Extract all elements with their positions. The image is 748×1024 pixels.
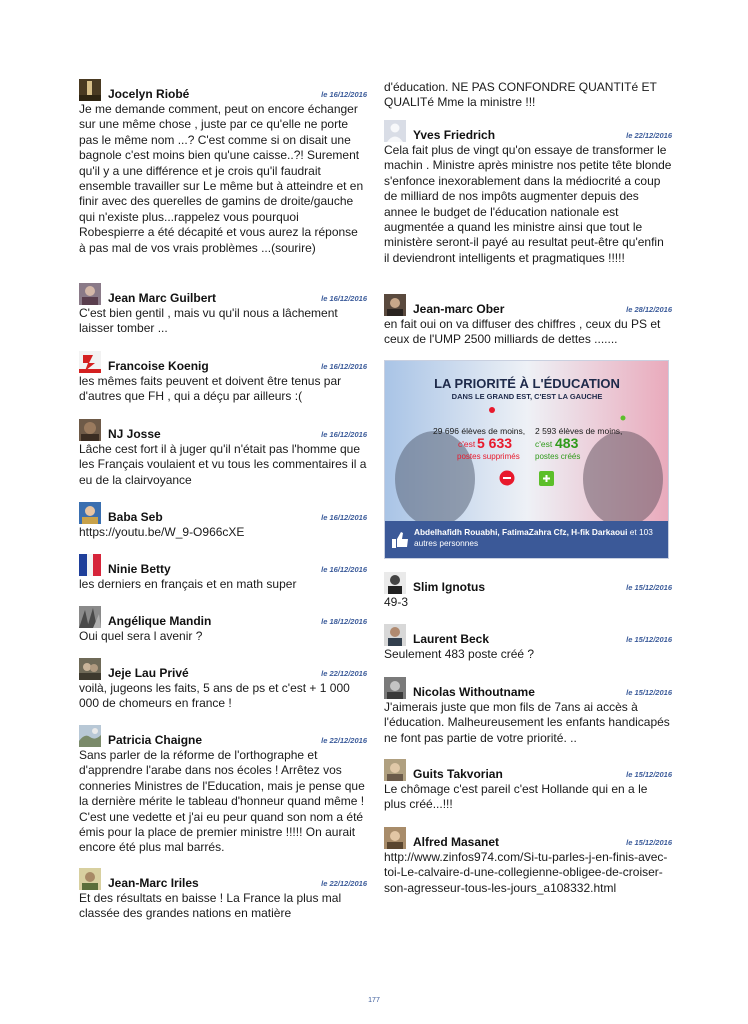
comment-text: Et des résultats en baisse ! La France la plus mal classée des grandes nations en matière [79,891,342,921]
comment [79,351,367,405]
infographic-headline: LA PRIORITÉ À L'ÉDUCATION [434,376,620,391]
comment-author[interactable]: Jean-Marc Iriles [108,876,199,890]
avatar[interactable] [79,868,101,890]
right-prefix: c'est [535,439,553,449]
comment [384,120,672,266]
comment-date: le 15/12/2016 [626,583,672,592]
comment [79,502,367,540]
comment [384,759,672,813]
avatar[interactable] [384,294,406,316]
comment-text: Cela fait plus de vingt qu'on essaye de transformer le machin . Ministre après ministre nos petite tête blonde s'enfonce inexorablement dans la médiocrité a coup de milliard de nos impôts augmenter depuis des annee le budget de l'éducation nationale est augmentée a quand les ministre ainsi que tout le ministère seront-il payé au resultat peut-être qu'enfin il deviendront intelligents et pragmatiques !!!!! [384,143,672,265]
avatar[interactable] [79,554,101,576]
comment [79,79,367,256]
comment-header [384,572,672,594]
avatar[interactable] [79,79,101,101]
plus-icon [621,416,626,421]
likes-others[interactable]: 103 autres personnes [414,527,653,548]
comment-header [79,658,367,680]
comment-author[interactable]: Patricia Chaigne [108,733,203,747]
comment-author[interactable]: Ninie Betty [108,562,171,576]
comment-header [79,351,367,373]
comment-text[interactable]: http://www.zinfos974.com/Si-tu-parles-j-en-finis-avec-toi-Le-calvaire-d-une-collegienne-obligee-de-croiser-son-agresseur-tous-les-jours_a108332.html [384,850,668,895]
right-number: 483 [555,435,579,451]
comment-date: le 15/12/2016 [626,770,672,779]
avatar[interactable] [79,283,101,305]
comment-header [384,759,672,781]
avatar[interactable] [79,351,101,373]
avatar[interactable] [79,725,101,747]
comment-date: le 15/12/2016 [626,838,672,847]
comment-date: le 16/12/2016 [321,90,367,99]
comment-header [384,120,672,142]
comment-date: le 15/12/2016 [626,688,672,697]
comment-text: voilà, jugeons les faits, 5 ans de ps et c'est + 1 000 000 de chomeurs en france ! [79,681,350,711]
comment-author[interactable]: Guits Takvorian [413,767,503,781]
education-infographic [385,361,669,559]
comment-date: le 28/12/2016 [626,305,672,314]
avatar[interactable] [384,827,406,849]
comment-text[interactable]: https://youtu.be/W_9-O966cXE [79,525,245,539]
comment-author[interactable]: Slim Ignotus [413,580,485,594]
comment-date: le 15/12/2016 [626,635,672,644]
comment [79,283,367,337]
comment-header [79,606,367,628]
comment-text: 49-3 [384,595,409,609]
comment-text: Seulement 483 poste créé ? [384,647,535,661]
comment-text: d'éducation. NE PAS CONFONDRE QUANTITé ET QUALITé Mme la ministre !!! [384,80,657,110]
left-number: 5 633 [477,435,513,451]
comment-text: J'aimerais juste que mon fils de 7ans ai accès à l'éducation. Malheureusement les enfants handicapés ne font pas partie de votre priorité. .. [384,700,670,745]
comment-header [79,868,367,890]
left-stat: 29 696 élèves de moins, [433,426,526,436]
comment-date: le 22/12/2016 [321,736,367,745]
comment-author[interactable]: Jocelyn Riobé [108,87,190,101]
comment-author[interactable]: Jean-marc Ober [413,302,505,316]
comment [79,868,367,922]
likes-connector: et [629,527,637,537]
comment-header [79,554,367,576]
comment-header [79,419,367,441]
comment-header [384,827,672,849]
likes-names[interactable]: Abdelhafidh Rouabhi, FatimaZahra Cfz, H-fik Darkaoui [414,527,628,537]
comment-author[interactable]: Baba Seb [108,510,163,524]
left-prefix: c'est [458,439,476,449]
comment-date: le 22/12/2016 [321,669,367,678]
comment-header [79,283,367,305]
page-number: 177 [368,997,380,1004]
comment-date: le 16/12/2016 [321,362,367,371]
comment-author[interactable]: Jeje Lau Privé [108,666,189,680]
avatar[interactable] [79,419,101,441]
avatar[interactable] [79,606,101,628]
comment [79,419,367,488]
comment-text: Sans parler de la réforme de l'orthographe et d'apprendre l'arabe dans nos écoles ! Arrêtez vos conneries Ministres de l'Education, mais je pense que la dernière mérite le tableau d'honneur quand même ! C'est une vedette et j'ai eu peur quand son nom a été émis pour la place de premier ministre !!!!! On aurait encore été plus mal barrés. [79,748,365,855]
avatar[interactable] [384,572,406,594]
comment-text: Je me demande comment, peut on encore échanger sur une même chose , juste par ce qu'elle ne porte pas le même nom ...? C'est comme si on disait une bagnole c'est moins bien qu'une caisse..?! Surement qu'il y a une différence et je crois qu'il faudrait ensemble travailler sur Le même but à atteindre et en finir avec des querelles de gamins de droite/gauche qui n'existe plus...rappelez vous pourquoi Robespierre a été décapité et vous aurez la réponse à pas mal de vos vrais problèmes ...(sourire) [79,102,364,255]
comment [384,827,672,896]
comment-author[interactable]: Angélique Mandin [108,614,212,628]
comment-author[interactable]: Yves Friedrich [413,128,496,142]
comment [384,572,672,610]
comment-header [79,725,367,747]
comment [79,606,367,644]
comment-text: Lâche cest fort il à juger qu'il n'était pas l'homme que les Français voulaient et vu tous les commentaires il a eu de la clairvoyance [79,442,367,487]
right-stat: 2 593 élèves de moins, [535,426,623,436]
comment-date: le 18/12/2016 [321,617,367,626]
comment-date: le 22/12/2016 [626,131,672,140]
comment-date: le 16/12/2016 [321,565,367,574]
avatar[interactable] [79,658,101,680]
avatar[interactable] [384,759,406,781]
comment-header [384,624,672,646]
right-label: postes créés [535,452,581,461]
comment [79,554,367,592]
comment [384,677,672,746]
comment-text: C'est bien gentil , mais vu qu'il nous a lâchement laisser tomber ... [79,306,338,336]
comment-date: le 16/12/2016 [321,513,367,522]
comment [79,725,367,856]
comment-author[interactable]: Nicolas Withoutname [413,685,535,699]
comment-author[interactable]: Laurent Beck [413,632,490,646]
avatar[interactable] [384,677,406,699]
infographic-subheadline: DANS LE GRAND EST, C'EST LA GAUCHE [451,392,603,401]
comment-text: les mêmes faits peuvent et doivent être tenus par d'autres que FH , qui a déçu par ailleurs :( [79,374,342,404]
comment-header [79,502,367,524]
comment [384,294,672,348]
avatar[interactable] [384,120,406,142]
left-label: postes supprimés [457,452,520,461]
comment-author[interactable]: Francoise Koenig [108,359,209,373]
avatar[interactable] [79,502,101,524]
comment-header [79,79,367,101]
comment [384,624,672,662]
shared-image-card[interactable] [384,360,669,559]
comment-text: les derniers en français et en math super [79,577,297,591]
comment-text: Oui quel sera l avenir ? [79,629,203,643]
comment-header [384,677,672,699]
comment-text: Le chômage c'est pareil c'est Hollande qui en a le plus créé...!!! [384,782,648,812]
comment-continuation [384,80,672,111]
comment-header [384,294,672,316]
avatar[interactable] [384,624,406,646]
minus-icon [489,407,495,413]
comment [79,658,367,712]
comment-author[interactable]: Jean Marc Guilbert [108,291,217,305]
comment-text: en fait oui on va diffuser des chiffres , ceux du PS et ceux de l'UMP 2500 milliards de dettes ....... [384,317,661,347]
comment-date: le 16/12/2016 [321,294,367,303]
comment-date: le 16/12/2016 [321,430,367,439]
comment-author[interactable]: Alfred Masanet [413,835,500,849]
comment-author[interactable]: NJ Josse [108,427,161,441]
comment-date: le 22/12/2016 [321,879,367,888]
